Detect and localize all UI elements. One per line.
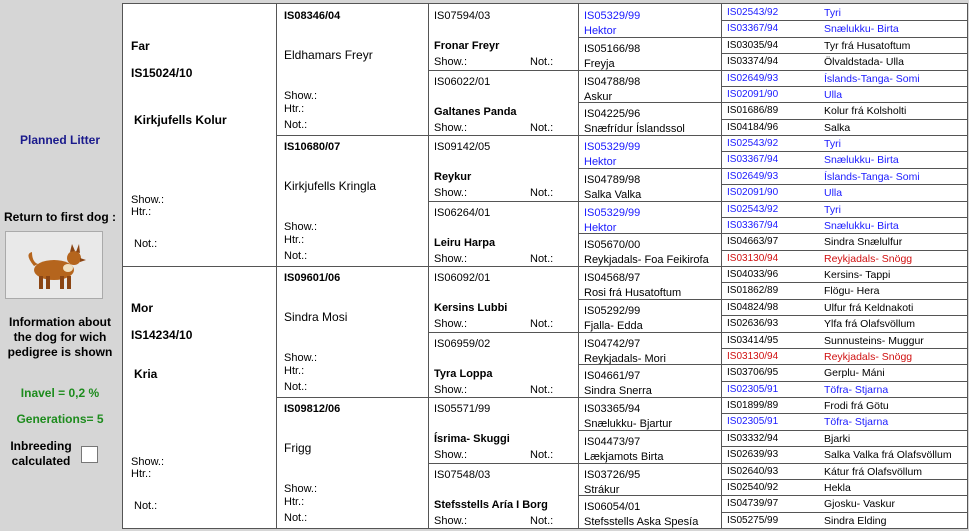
generation-divider xyxy=(578,168,721,169)
dog-name[interactable]: Stefsstells Aska Spesía xyxy=(584,516,699,529)
dog-name[interactable]: Salka xyxy=(824,121,851,134)
reg-number[interactable]: IS05329/99 xyxy=(584,10,641,22)
generation-divider xyxy=(721,446,967,447)
generation-divider xyxy=(721,364,967,365)
dog-name[interactable]: Leiru Harpa xyxy=(434,236,496,249)
reg-number[interactable]: IS05329/99 xyxy=(584,141,641,153)
dog-name[interactable]: Frodi frá Götu xyxy=(824,400,889,412)
reg-number[interactable]: IS02305/91 xyxy=(727,416,779,428)
reg-number[interactable]: IS02640/93 xyxy=(727,465,779,477)
show-label: Show.: xyxy=(284,221,318,233)
generation-divider xyxy=(578,495,721,496)
dog-name[interactable]: Snæfrídur Íslandssol xyxy=(584,123,685,136)
reg-number[interactable]: IS03414/95 xyxy=(727,334,779,346)
dog-name[interactable]: Ylfa frá Olafsvöllum xyxy=(824,318,916,331)
dog-name[interactable]: Eldhamars Freyr xyxy=(284,48,373,62)
reg-number[interactable]: IS02639/93 xyxy=(727,449,779,461)
generation-divider xyxy=(721,495,967,496)
dog-name[interactable]: Salka Valka xyxy=(584,188,642,201)
reg-number[interactable]: IS05329/99 xyxy=(584,206,641,219)
reg-number[interactable]: IS04033/96 xyxy=(727,269,779,280)
dog-name[interactable]: Snælukku- Birta xyxy=(824,154,899,167)
generation-divider xyxy=(721,463,967,464)
reg-number[interactable]: IS03367/94 xyxy=(727,23,779,35)
generation-divider xyxy=(578,201,721,202)
inavel-value: Inavel = 0,2 % xyxy=(20,386,100,400)
show-label: Show.: xyxy=(434,56,468,68)
reg-number[interactable]: IS04184/96 xyxy=(727,121,779,133)
generation-divider xyxy=(721,37,967,38)
htr-label: Htr.: xyxy=(284,234,305,246)
reg-number[interactable]: IS03367/94 xyxy=(727,219,779,231)
pedigree-table xyxy=(122,3,968,529)
return-to-first-dog-button[interactable] xyxy=(5,231,103,299)
not-label: Not.: xyxy=(134,238,158,250)
dog-name[interactable]: Snælukku- Birta xyxy=(824,23,899,36)
dog-name[interactable]: Fjalla- Edda xyxy=(584,319,643,332)
dog-name[interactable]: Ísrima- Skuggi xyxy=(434,433,510,445)
show-label: Show.: xyxy=(434,252,468,265)
dog-name[interactable]: Reykjadals- Mori xyxy=(584,352,666,365)
reg-number[interactable]: IS03035/94 xyxy=(727,39,779,51)
show-label: Show.: xyxy=(131,456,165,468)
generation-divider xyxy=(721,135,967,136)
return-label: Return to first dog : xyxy=(4,210,116,224)
reg-number[interactable]: IS03365/94 xyxy=(584,403,641,415)
generation-divider xyxy=(721,315,967,316)
generation-divider xyxy=(428,266,578,267)
generation-divider xyxy=(578,299,721,300)
generation-divider xyxy=(578,266,721,267)
reg-number[interactable]: IS09812/06 xyxy=(284,403,341,415)
dog-name[interactable]: Kersins- Tappi xyxy=(824,269,891,281)
reg-number[interactable]: IS02540/92 xyxy=(727,481,779,493)
reg-number[interactable]: IS02091/90 xyxy=(727,88,779,100)
reg-number[interactable]: IS03726/95 xyxy=(584,468,641,481)
reg-number[interactable]: IS03332/94 xyxy=(727,432,779,444)
reg-number[interactable]: IS04663/97 xyxy=(727,236,779,248)
generation-divider xyxy=(721,151,967,152)
dog-name[interactable]: Snælukku- Bjartur xyxy=(584,418,673,430)
planned-litter-link[interactable]: Planned Litter xyxy=(19,133,100,147)
dog-name[interactable]: Stefsstells Aría I Borg xyxy=(434,498,548,511)
generation-divider xyxy=(721,413,967,414)
reg-number[interactable]: IS06054/01 xyxy=(584,501,641,514)
not-label: Not.: xyxy=(530,318,554,330)
generation-divider xyxy=(578,37,721,38)
dog-name[interactable]: Flögu- Hera xyxy=(824,285,880,298)
htr-label: Htr.: xyxy=(284,496,305,508)
not-label: Not.: xyxy=(530,383,554,396)
htr-label: Htr.: xyxy=(284,103,305,115)
not-label: Not.: xyxy=(530,187,554,199)
generation-divider xyxy=(578,430,721,431)
reg-number[interactable]: IS05670/00 xyxy=(584,239,641,252)
dog-name[interactable]: Kirkjufells Kringla xyxy=(284,179,377,193)
reg-number[interactable]: IS04661/97 xyxy=(584,370,641,383)
reg-number[interactable]: IS03367/94 xyxy=(727,154,779,166)
not-label: Not.: xyxy=(134,500,158,512)
dog-name[interactable]: Tyri xyxy=(824,203,841,216)
dog-name[interactable]: Reykjadals- Snögg xyxy=(824,252,913,265)
dog-name[interactable]: Salka Valka frá Olafsvöllum xyxy=(824,449,952,462)
generation-divider xyxy=(578,135,721,136)
generation-divider xyxy=(721,299,967,300)
show-label: Show.: xyxy=(434,514,468,527)
parent-role-label: Far xyxy=(131,39,150,53)
reg-number[interactable]: IS07594/03 xyxy=(434,10,491,22)
reg-number[interactable]: IS02649/93 xyxy=(727,170,779,182)
reg-number[interactable]: IS03130/94 xyxy=(727,350,779,362)
dog-name[interactable]: Freyja xyxy=(584,57,615,70)
generation-divider xyxy=(721,70,967,71)
reg-number[interactable]: IS02091/90 xyxy=(727,187,779,199)
show-label: Show.: xyxy=(434,449,468,461)
generation-divider xyxy=(721,217,967,218)
reg-number[interactable]: IS04225/96 xyxy=(584,108,641,121)
generation-divider xyxy=(721,233,967,234)
generation-divider xyxy=(578,332,721,333)
generation-divider xyxy=(721,512,967,513)
dog-name[interactable]: Íslands-Tanga- Somi xyxy=(824,72,920,85)
generation-divider xyxy=(721,201,967,202)
generation-divider xyxy=(721,397,967,398)
generation-divider xyxy=(123,266,276,267)
dog-name[interactable]: Ulfur frá Keldnakoti xyxy=(824,301,914,314)
reg-number[interactable]: IS04742/97 xyxy=(584,337,641,350)
reg-number[interactable]: IS05166/98 xyxy=(584,42,641,55)
reg-number[interactable]: IS14234/10 xyxy=(131,328,193,342)
dog-name[interactable]: Hekla xyxy=(824,481,851,494)
dog-name[interactable]: Hektor xyxy=(584,156,617,168)
reg-number[interactable]: IS05275/99 xyxy=(727,514,779,526)
reg-number[interactable]: IS07548/03 xyxy=(434,468,491,481)
generation-divider xyxy=(721,119,967,120)
reg-number[interactable]: IS09142/05 xyxy=(434,141,491,153)
generation-divider xyxy=(428,463,578,464)
reg-number[interactable]: IS09601/06 xyxy=(284,272,341,284)
reg-number[interactable]: IS02305/91 xyxy=(727,383,779,395)
show-label: Show.: xyxy=(284,352,318,364)
not-label: Not.: xyxy=(284,512,308,524)
reg-number[interactable]: IS15024/10 xyxy=(131,66,193,80)
generation-divider xyxy=(276,135,428,136)
htr-label: Htr.: xyxy=(131,206,152,218)
not-label: Not.: xyxy=(530,121,554,134)
reg-number[interactable]: IS02543/92 xyxy=(727,203,779,215)
not-label: Not.: xyxy=(284,250,308,262)
dog-name[interactable]: Ölvaldstada- Ulla xyxy=(824,56,904,69)
dog-name[interactable]: Reykjadals- Snögg xyxy=(824,350,913,363)
dog-name[interactable]: Sindra Elding xyxy=(824,514,887,527)
reg-number[interactable]: IS02636/93 xyxy=(727,318,779,330)
generation-divider xyxy=(721,266,967,267)
parent-role-label: Mor xyxy=(131,301,153,315)
generation-divider xyxy=(721,430,967,431)
reg-number[interactable]: IS04789/98 xyxy=(584,173,641,186)
generation-divider xyxy=(721,332,967,333)
reg-number[interactable]: IS04739/97 xyxy=(727,498,779,510)
pedigree-info-text: Information about the dog for wich pedigree is shown xyxy=(7,315,113,359)
dog-name[interactable]: Sindra Snerra xyxy=(584,385,652,398)
dog-name[interactable]: Tyri xyxy=(824,7,841,19)
generation-divider xyxy=(578,70,721,71)
dog-name[interactable]: Tyra Loppa xyxy=(434,367,493,380)
dog-name[interactable]: Tyri xyxy=(824,138,841,150)
dog-name[interactable]: Töfra- Stjarna xyxy=(824,416,889,429)
not-label: Not.: xyxy=(530,449,554,461)
dog-name[interactable]: Galtanes Panda xyxy=(434,105,517,118)
generation-divider xyxy=(276,397,428,398)
reg-number[interactable]: IS01899/89 xyxy=(727,400,779,411)
dog-name[interactable]: Reykjadals- Foa Feikirofa xyxy=(584,254,709,267)
dog-icon xyxy=(6,232,102,298)
reg-number[interactable]: IS04568/97 xyxy=(584,272,641,284)
generation-divider xyxy=(578,364,721,365)
generation-divider xyxy=(721,20,967,21)
dog-name[interactable]: Bjarki xyxy=(824,432,851,445)
dog-name[interactable]: Gjosku- Vaskur xyxy=(824,498,895,511)
dog-name[interactable]: Frigg xyxy=(284,441,312,455)
dog-name[interactable]: Lækjamots Birta xyxy=(584,450,664,463)
generation-divider xyxy=(721,86,967,87)
dog-name[interactable]: Kirkjufells Kolur xyxy=(134,113,227,127)
dog-name[interactable]: Hektor xyxy=(584,25,617,37)
reg-number[interactable]: IS05292/99 xyxy=(584,304,641,317)
reg-number[interactable]: IS04473/97 xyxy=(584,435,641,448)
generation-divider xyxy=(721,184,967,185)
show-label: Show.: xyxy=(284,483,318,495)
generations-value: Generations= 5 xyxy=(16,412,104,426)
reg-number[interactable]: IS02649/93 xyxy=(727,72,779,84)
generation-divider xyxy=(721,53,967,54)
dog-name[interactable]: Sindra Snælulfur xyxy=(824,236,903,249)
generation-divider xyxy=(721,381,967,382)
reg-number[interactable]: IS04824/98 xyxy=(727,301,779,313)
reg-number[interactable]: IS04788/98 xyxy=(584,75,641,88)
show-label: Show.: xyxy=(284,90,318,102)
dog-name[interactable]: Sunnusteins- Muggur xyxy=(824,334,924,347)
reg-number[interactable]: IS06022/01 xyxy=(434,75,491,88)
dog-name[interactable]: Reykur xyxy=(434,171,472,183)
generation-divider xyxy=(428,201,578,202)
generation-divider xyxy=(721,250,967,251)
show-label: Show.: xyxy=(434,187,468,199)
show-label: Show.: xyxy=(131,194,165,206)
reg-number[interactable]: IS05571/99 xyxy=(434,403,491,415)
reg-number[interactable]: IS06959/02 xyxy=(434,337,491,350)
dog-name[interactable]: Kolur frá Kolsholti xyxy=(824,105,907,118)
generation-divider xyxy=(721,348,967,349)
not-label: Not.: xyxy=(284,381,308,393)
dog-name[interactable]: Íslands-Tanga- Somi xyxy=(824,170,920,183)
sidebar xyxy=(0,0,120,531)
not-label: Not.: xyxy=(530,56,554,68)
generation-divider xyxy=(721,102,967,103)
reg-number[interactable]: IS03706/95 xyxy=(727,367,779,379)
generation-divider xyxy=(721,168,967,169)
generation-divider xyxy=(578,102,721,103)
dog-name[interactable]: Töfra- Stjarna xyxy=(824,383,889,396)
reg-number[interactable]: IS06092/01 xyxy=(434,272,491,284)
generation-divider xyxy=(721,479,967,480)
dog-name[interactable]: Fronar Freyr xyxy=(434,40,500,52)
htr-label: Htr.: xyxy=(284,365,305,377)
dog-name[interactable]: Snælukku- Birta xyxy=(824,219,899,232)
reg-number[interactable]: IS01686/89 xyxy=(727,105,779,117)
dog-name[interactable]: Tyr frá Husatoftum xyxy=(824,39,911,52)
dog-name[interactable]: Kátur frá Olafsvöllum xyxy=(824,465,923,478)
dog-name[interactable]: Gerplu- Máni xyxy=(824,367,885,380)
generation-divider xyxy=(578,233,721,234)
dog-name[interactable]: Ulla xyxy=(824,187,843,200)
dog-name[interactable]: Kersins Lubbi xyxy=(434,302,508,314)
reg-number[interactable]: IS03130/94 xyxy=(727,252,779,264)
inbreeding-checkbox[interactable] xyxy=(81,446,98,463)
dog-name[interactable]: Kria xyxy=(134,367,158,381)
reg-number[interactable]: IS01862/89 xyxy=(727,285,779,297)
generation-divider xyxy=(276,266,428,267)
reg-number[interactable]: IS02543/92 xyxy=(727,138,779,149)
not-label: Not.: xyxy=(530,514,554,527)
reg-number[interactable]: IS08346/04 xyxy=(284,10,341,22)
inbreeding-label: Inbreeding calculated xyxy=(10,439,72,468)
generation-divider xyxy=(428,70,578,71)
dog-name[interactable]: Askur xyxy=(584,90,613,103)
show-label: Show.: xyxy=(434,121,468,134)
reg-number[interactable]: IS06264/01 xyxy=(434,206,491,219)
dog-name[interactable]: Rosi frá Husatoftum xyxy=(584,287,682,299)
show-label: Show.: xyxy=(434,383,468,396)
generation-divider xyxy=(428,135,578,136)
generation-divider xyxy=(721,282,967,283)
generation-divider xyxy=(428,332,578,333)
dog-name[interactable]: Ulla xyxy=(824,88,843,101)
reg-number[interactable]: IS03374/94 xyxy=(727,56,779,68)
dog-name[interactable]: Hektor xyxy=(584,221,617,234)
not-label: Not.: xyxy=(284,119,308,131)
dog-name[interactable]: Strákur xyxy=(584,483,620,496)
show-label: Show.: xyxy=(434,318,468,330)
dog-name[interactable]: Sindra Mosi xyxy=(284,310,348,324)
generation-divider xyxy=(578,463,721,464)
generation-divider xyxy=(428,397,578,398)
generation-divider xyxy=(578,397,721,398)
htr-label: Htr.: xyxy=(131,468,152,480)
not-label: Not.: xyxy=(530,252,554,265)
reg-number[interactable]: IS02543/92 xyxy=(727,7,779,18)
reg-number[interactable]: IS10680/07 xyxy=(284,141,341,153)
